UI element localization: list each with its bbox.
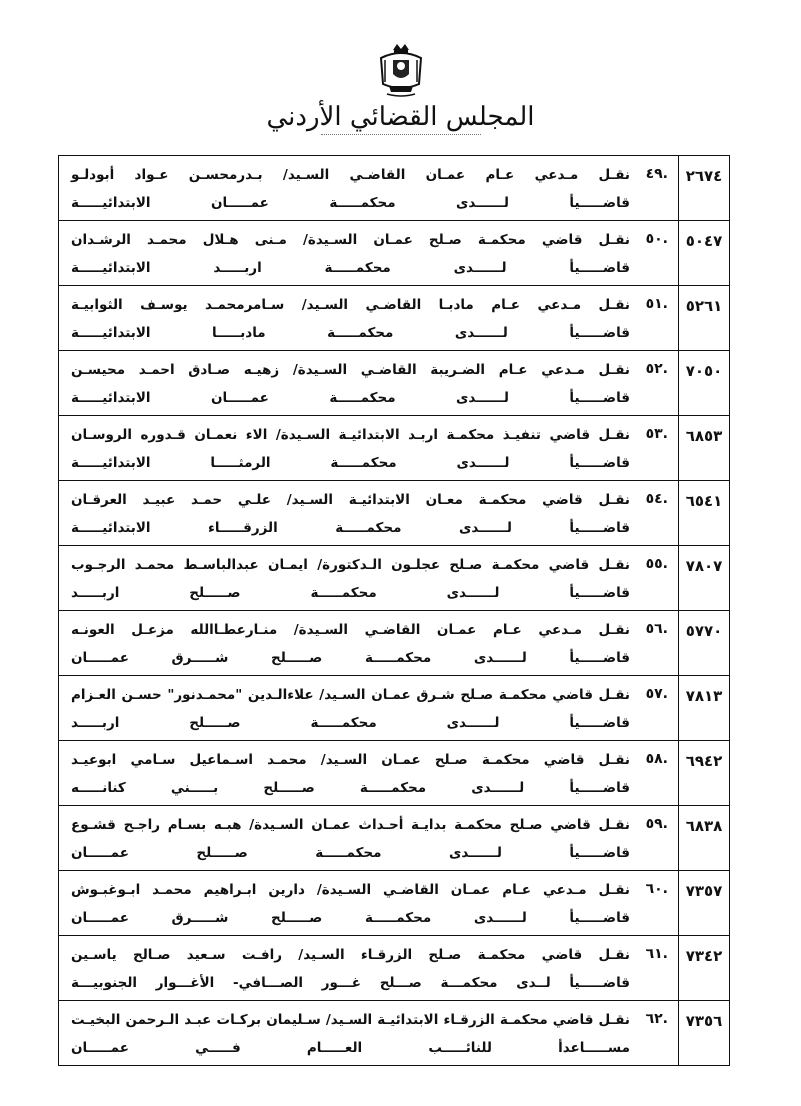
transfer-to-text: قاضـــــيأ لــــــدى محكمـــــة صـــــلح بـــــني كنانـــــه [71, 780, 630, 796]
table-row [59, 806, 730, 871]
transfer-from-text: نقـل قاضي محكمـة صـلح الزرقـاء السـيد/ رافـت سـعيد صـالح ياسـين [71, 947, 630, 963]
transfer-from-text: نقـل قاضي محكمـة الزرقـاء الابتدائيـة السـيد/ سـليمان بركـات عبـد الـرحمن البخيـت [71, 1012, 630, 1028]
transfer-from-text: نقـل قاضي صـلح محكمـة بدايـة أحـداث عمـان السـيدة/ هبـه بسـام راجـح قشـوع [71, 817, 630, 833]
decision-cell [59, 416, 679, 481]
decision-cell [59, 611, 679, 676]
table-row [59, 741, 730, 806]
decision-cell [59, 676, 679, 741]
decision-cell [59, 871, 679, 936]
table-row [59, 156, 730, 221]
employee-code: ٧٣٤٢ [679, 936, 730, 1001]
transfer-to-text: قاضـــــيأ لــــــدى محكمـــــة صـــــلح شـــــرق عمـــــان [71, 650, 630, 666]
transfer-to-text: قاضـــــيأ لــدى محكمـــة صـــلح غـــور الصـــافي- الأغـــوار الجنوبيـــة [71, 975, 630, 991]
decision-cell [59, 546, 679, 611]
jordan-coat-of-arms-icon [371, 40, 431, 100]
transfer-to-text: قاضـــــيأ لــــــدى محكمـــــة صـــــلح شـــــرق عمـــــان [71, 910, 630, 926]
transfer-to-text: قاضـــــيأ لــــــدى محكمـــــة صـــــلح اربـــــد [71, 585, 630, 601]
employee-code: ٧٠٥٠ [679, 351, 730, 416]
sequence-number: .٥٩ [645, 816, 668, 832]
header-divider [321, 134, 481, 135]
sequence-number: .٥٦ [645, 621, 668, 637]
decision-cell [59, 156, 679, 221]
employee-code: ٦٨٥٣ [679, 416, 730, 481]
employee-code: ٦٩٤٢ [679, 741, 730, 806]
council-name: المجلس القضائي الأردني [266, 102, 535, 132]
transfer-from-text: نقـل قاضي محكمـة صـلح عجلـون الـدكتورة/ ايمـان عبدالباسـط محمـد الرجـوب [71, 557, 630, 573]
transfer-from-text: نقـل مـدعي عـام مادبـا القاضـي السـيد/ سـامرمحمـد يوسـف الثوابيـة [71, 297, 630, 313]
sequence-number: .٥٥ [645, 556, 668, 572]
sequence-number: .٥٧ [645, 686, 668, 702]
sequence-number: .٦٢ [645, 1011, 668, 1027]
sequence-number: .٥٨ [645, 751, 668, 767]
employee-code: ٧٨١٣ [679, 676, 730, 741]
transfer-to-text: قاضـــــيأ لــــــدى محكمـــــة اربـــــد الابتدائيـــــة [71, 260, 630, 276]
decision-cell [59, 1001, 679, 1066]
transfer-from-text: نقـل مـدعي عـام الضـريبة القاضـي السـيدة/ زهيـه صـادق احمـد محيسـن [71, 362, 630, 378]
table-row [59, 286, 730, 351]
employee-code: ٥٠٤٧ [679, 221, 730, 286]
table-row [59, 871, 730, 936]
employee-code: ٥٢٦١ [679, 286, 730, 351]
transfer-decisions-table [58, 155, 730, 1066]
transfer-from-text: نقـل مـدعي عـام عمـان القاضـي السـيدة/ دارين ابـراهيم محمـد ابـوغبـوش [71, 882, 630, 898]
sequence-number: .٥٢ [645, 361, 668, 377]
sequence-number: .٦٠ [645, 881, 668, 897]
employee-code: ٧٨٠٧ [679, 546, 730, 611]
transfer-from-text: نقـل مـدعي عـام عمـان القاضـي السـيد/ بـدرمحسـن عـواد أبودلـو [71, 167, 630, 183]
transfer-to-text: قاضـــــيأ لــــــدى محكمـــــة عمـــــان الابتدائيـــــة [71, 390, 630, 406]
table-row [59, 481, 730, 546]
transfer-to-text: قاضـــــيأ لــــــدى محكمـــــة الزرقـــــاء الابتدائيـــــة [71, 520, 630, 536]
table-row [59, 936, 730, 1001]
employee-code: ٥٧٧٠ [679, 611, 730, 676]
transfer-from-text: نقـل مـدعي عـام عمـان القاضـي السـيدة/ منـارعطـاالله مزعـل العونـه [71, 622, 630, 638]
employee-code: ٢٦٧٤ [679, 156, 730, 221]
sequence-number: .٤٩ [645, 166, 668, 182]
sequence-number: .٦١ [645, 946, 668, 962]
decision-cell [59, 741, 679, 806]
sequence-number: .٥١ [645, 296, 668, 312]
transfer-from-text: نقـل قاضي محكمـة صـلح عمـان السـيد/ محمـد اسـماعيل سـامي ابوعيـد [71, 752, 630, 768]
table-row [59, 546, 730, 611]
sequence-number: .٥٤ [645, 491, 668, 507]
employee-code: ٦٨٣٨ [679, 806, 730, 871]
table-row [59, 221, 730, 286]
decision-cell [59, 351, 679, 416]
decision-cell [59, 806, 679, 871]
transfer-from-text: نقـل قاضي محكمـة صـلح شـرق عمـان السـيد/ علاءالـدين "محمـدنور" حسـن العـزام [71, 687, 630, 703]
table-row [59, 611, 730, 676]
decision-cell [59, 481, 679, 546]
transfer-to-text: قاضـــــيأ لــــــدى محكمـــــة مادبـــــا الابتدائيـــــة [71, 325, 630, 341]
transfer-to-text: قاضـــــيأ لــــــدى محكمـــــة صـــــلح عمـــــان [71, 845, 630, 861]
employee-code: ٧٣٥٦ [679, 1001, 730, 1066]
table-row [59, 416, 730, 481]
document-header [0, 40, 801, 135]
transfer-to-text: قاضـــــيأ لــــــدى محكمـــــة عمـــــان الابتدائيـــــة [71, 195, 630, 211]
decision-cell [59, 221, 679, 286]
sequence-number: .٥٠ [645, 231, 668, 247]
sequence-number: .٥٣ [645, 426, 668, 442]
transfer-to-text: قاضـــــيأ لــــــدى محكمـــــة صـــــلح اربـــــد [71, 715, 630, 731]
transfer-to-text: مســـــاعدأ للنائـــــب العـــــام فـــــي عمـــــان [71, 1040, 630, 1056]
table-row [59, 1001, 730, 1066]
transfer-to-text: قاضـــــيأ لــــــدى محكمـــــة الرمثـــــا الابتدائيـــــة [71, 455, 630, 471]
employee-code: ٦٥٤١ [679, 481, 730, 546]
transfer-from-text: نقـل قاضي تنفيـذ محكمـة اربـد الابتدائيـة السـيدة/ الاء نعمـان قـدوره الروسـان [71, 427, 630, 443]
decision-cell [59, 936, 679, 1001]
employee-code: ٧٣٥٧ [679, 871, 730, 936]
decision-cell [59, 286, 679, 351]
table-row [59, 351, 730, 416]
table-row [59, 676, 730, 741]
transfer-from-text: نقـل قاضي محكمـة صـلح عمـان السـيدة/ مـنى هـلال محمـد الرشـدان [71, 232, 630, 248]
transfer-from-text: نقـل قاضي محكمـة معـان الابتدائيـة السـيد/ علـي حمـد عبيـد العرقـان [71, 492, 630, 508]
